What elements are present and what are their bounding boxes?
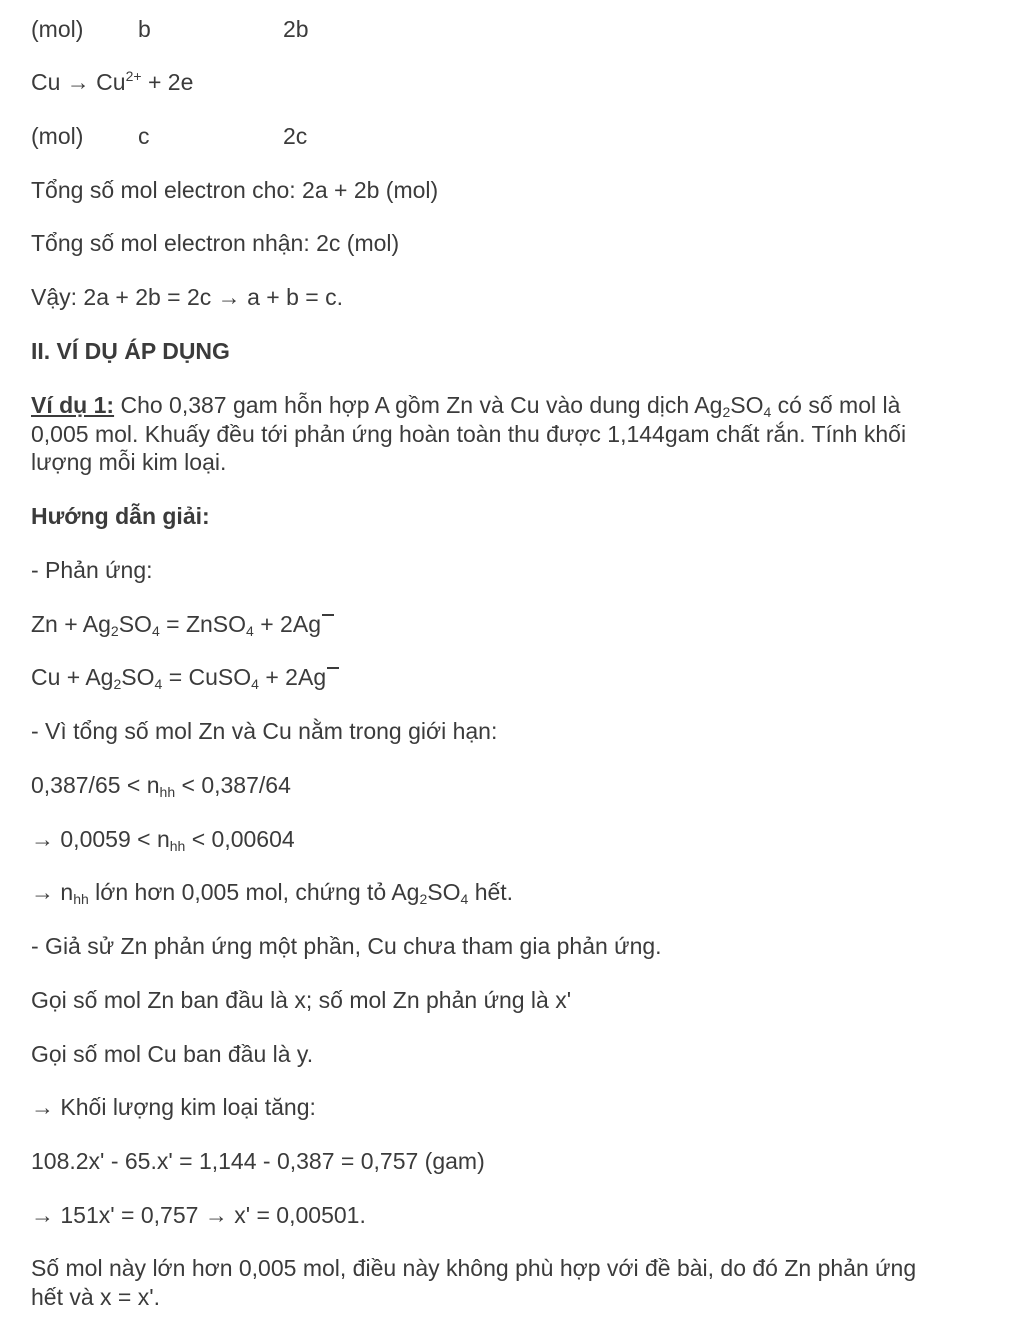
conclusion-line: → $n_{hh}$ lớn hơn 0,005 mol, chứng tỏ $Ag_2SO_4$ hết. [31,879,514,907]
inequality-1: $0,387/65 < n_{hh} < 0,387/64$ [31,772,291,800]
mass-increase-line: → Khối lượng kim loại tăng: [31,1094,316,1120]
final-conclusion: Số mol này lớn hơn 0,005 mol, điều này không phù hợp với đề bài, do đó Zn phản ứng hết và x = x'. [31,1255,917,1310]
cu-variable-line: Gọi số mol Cu ban đầu là y. [31,1041,314,1067]
cu-oxidation-equation: $Cu \to Cu^{2+} + 2e$ [31,68,194,95]
example-label: Ví dụ 1: [31,392,115,418]
calculation-line-2: → 151x' = 0,757 → x' = 0,00501. [31,1202,366,1228]
cu-reaction-equation: $Cu + Ag_2SO_4$ = CuSO$_4$ + 2Ag [31,664,327,692]
solution-heading: Hướng dẫn giải: [31,503,210,529]
electron-balance: Vậy: 2a + 2b = 2c → a + b = c. [31,284,343,310]
reaction-label: - Phản ứng: [31,557,153,583]
assumption-line: - Giả sử Zn phản ứng một phần, Cu chưa tham gia phản ứng. [31,933,662,959]
mol-limit-statement: - Vì tổng số mol Zn và Cu nằm trong giới hạn: [31,718,498,744]
calculation-line-1: 108.2x' - 65.x' = 1,144 - 0,387 = 0,757 (gam) [31,1148,485,1174]
electron-received: Tổng số mol electron nhận: 2c (mol) [31,230,400,256]
example-1-problem: Ví dụ 1: Cho 0,387 gam hỗn hợp A gồm Zn và Cu vào dung dịch $Ag_2SO_4$ có số mol là 0,005 mol. Khuấy đều tới phản ứng hoàn toàn thu được 1,144gam chất rắn. Tính khối lượng mỗi kim loại. [31,392,907,475]
zn-reaction-equation: $Zn + Ag_2SO_4$ = ZnSO$_4$ + 2Ag [31,611,321,639]
inequality-2: → $0,0059 < n_{hh} < 0,00604$ [31,826,295,854]
electron-given: Tổng số mol electron cho: 2a + 2b (mol) [31,177,439,203]
zn-variable-line: Gọi số mol Zn ban đầu là x; số mol Zn phản ứng là x' [31,987,572,1013]
section-heading: II. VÍ DỤ ÁP DỤNG [31,338,230,364]
